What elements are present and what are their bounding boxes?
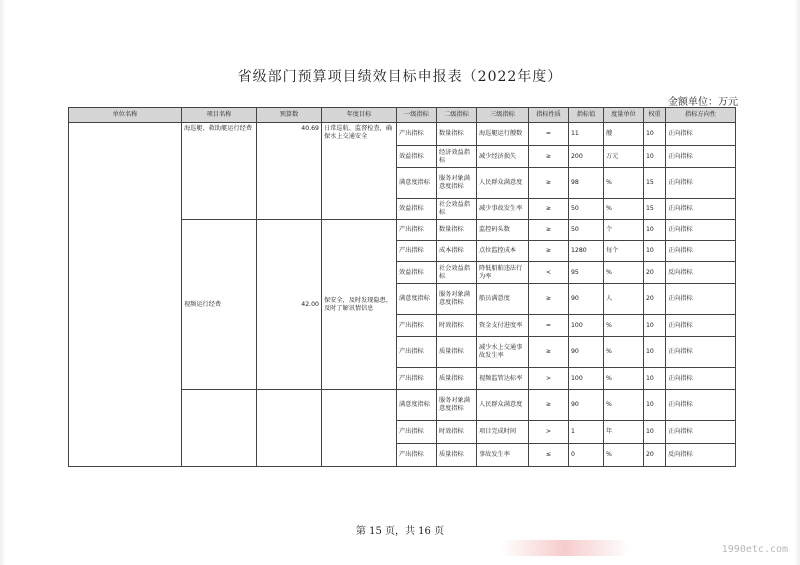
weight-cell: 10 [644,220,666,241]
level1-indicator-cell: 效益指标 [397,262,437,284]
direction-cell: 正向指标 [666,315,736,337]
level3-indicator-cell: 项目完成时间 [477,421,529,444]
weight-cell: 10 [644,421,666,444]
level2-indicator-cell: 服务对象满意度指标 [437,284,477,315]
level2-indicator-cell: 服务对象满意度指标 [437,168,477,199]
level2-indicator-cell: 数量指标 [437,220,477,241]
header-weight: 权重 [644,108,666,123]
indicator-value-cell: 90 [569,284,604,315]
level1-indicator-cell: 产出指标 [397,421,437,444]
budget-cell: 40.69 [257,123,322,220]
budget-cell [257,390,322,467]
direction-cell: 反向指标 [666,444,736,467]
annual-goal-cell: 保安全，及时发现隐患，及时了解讯情信息 [322,220,397,390]
weight-cell: 10 [644,390,666,421]
level1-indicator-cell: 满意度指标 [397,390,437,421]
level3-indicator-cell: 资金支付进度率 [477,315,529,337]
indicator-nature-cell: ≥ [529,337,569,368]
measure-unit-cell: % [604,168,644,199]
indicator-value-cell: 90 [569,337,604,368]
level2-indicator-cell: 社会效益指标 [437,199,477,220]
indicator-value-cell: 1 [569,421,604,444]
measure-unit-cell: 艘 [604,123,644,146]
weight-cell: 15 [644,168,666,199]
indicator-value-cell: 0 [569,444,604,467]
measure-unit-cell: 年 [604,421,644,444]
level1-indicator-cell: 产出指标 [397,368,437,390]
weight-cell: 10 [644,146,666,168]
direction-cell: 正向指标 [666,123,736,146]
direction-cell: 正向指标 [666,421,736,444]
performance-target-table [68,107,736,467]
level1-indicator-cell: 效益指标 [397,199,437,220]
measure-unit-cell: % [604,337,644,368]
level3-indicator-cell: 事故发生率 [477,444,529,467]
indicator-nature-cell: = [529,315,569,337]
level2-indicator-cell: 质量指标 [437,368,477,390]
indicator-value-cell: 50 [569,220,604,241]
weight-cell: 10 [644,123,666,146]
measure-unit-cell: % [604,368,644,390]
weight-cell: 10 [644,315,666,337]
page-number: 第 15 页，共 16 页 [355,526,445,537]
measure-unit-cell: 每个 [604,241,644,262]
table-row [69,123,736,146]
level1-indicator-cell: 满意度指标 [397,284,437,315]
direction-cell: 正向指标 [666,337,736,368]
direction-cell: 反向指标 [666,262,736,284]
level3-indicator-cell: 减少经济损失 [477,146,529,168]
header-direction: 指标方向性 [666,108,736,123]
level1-indicator-cell: 产出指标 [397,337,437,368]
level1-indicator-cell: 产出指标 [397,315,437,337]
weight-cell: 20 [644,262,666,284]
indicator-nature-cell: ≥ [529,284,569,315]
indicator-value-cell: 1280 [569,241,604,262]
level1-indicator-cell: 满意度指标 [397,168,437,199]
indicator-nature-cell: ≥ [529,146,569,168]
indicator-nature-cell: ≥ [529,168,569,199]
header-measure-unit: 度量单位 [604,108,644,123]
header-unit-name: 单位名称 [69,108,182,123]
level1-indicator-cell: 效益指标 [397,146,437,168]
header-indicator-value: 指标值 [569,108,604,123]
direction-cell: 正向指标 [666,284,736,315]
level3-indicator-cell: 人民群众满意度 [477,390,529,421]
weight-cell: 10 [644,368,666,390]
level2-indicator-cell: 数量指标 [437,123,477,146]
measure-unit-cell: % [604,390,644,421]
direction-cell: 正向指标 [666,390,736,421]
weight-cell: 15 [644,199,666,220]
indicator-value-cell: 200 [569,146,604,168]
header-annual-goal: 年度目标 [322,108,397,123]
indicator-nature-cell: ≥ [529,220,569,241]
level3-indicator-cell: 点位监控成本 [477,241,529,262]
level3-indicator-cell: 减少水上交通事故发生率 [477,337,529,368]
weight-cell: 10 [644,241,666,262]
indicator-nature-cell: ≥ [529,241,569,262]
level3-indicator-cell: 降低船舶违法行为率 [477,262,529,284]
indicator-nature-cell: ≥ [529,390,569,421]
level2-indicator-cell: 成本指标 [437,241,477,262]
level2-indicator-cell: 质量指标 [437,444,477,467]
direction-cell: 正向指标 [666,199,736,220]
watermark: 1990etc.com [721,544,788,555]
amount-unit-label: 金额单位：万元 [668,97,738,108]
header-indicator-nature: 指标性质 [529,108,569,123]
indicator-nature-cell: > [529,368,569,390]
indicator-value-cell: 11 [569,123,604,146]
level3-indicator-cell: 船员满意度 [477,284,529,315]
direction-cell: 正向指标 [666,241,736,262]
header-level3-indicator: 三级指标 [477,108,529,123]
unit-name-cell [69,123,182,467]
header-level2-indicator: 二级指标 [437,108,477,123]
annual-goal-cell: 日常巡航、监督检查，确保水上交通安全 [322,123,397,220]
measure-unit-cell: % [604,199,644,220]
level2-indicator-cell: 服务对象满意度指标 [437,390,477,421]
indicator-nature-cell: = [529,123,569,146]
header-budget: 预算数 [257,108,322,123]
measure-unit-cell: 万元 [604,146,644,168]
weight-cell: 10 [644,337,666,368]
level3-indicator-cell: 视频监管达标率 [477,368,529,390]
measure-unit-cell: % [604,262,644,284]
indicator-value-cell: 100 [569,315,604,337]
header-project-name: 项目名称 [182,108,257,123]
level1-indicator-cell: 产出指标 [397,444,437,467]
weight-cell: 20 [644,284,666,315]
level3-indicator-cell: 减少事故发生率 [477,199,529,220]
direction-cell: 正向指标 [666,368,736,390]
indicator-value-cell: 90 [569,390,604,421]
table-body [69,123,736,467]
measure-unit-cell: 个 [604,220,644,241]
budget-cell: 42.00 [257,220,322,390]
direction-cell: 正向指标 [666,146,736,168]
indicator-value-cell: 95 [569,262,604,284]
indicator-value-cell: 50 [569,199,604,220]
level1-indicator-cell: 产出指标 [397,123,437,146]
measure-unit-cell: % [604,315,644,337]
level2-indicator-cell: 时效指标 [437,315,477,337]
indicator-nature-cell: < [529,262,569,284]
level3-indicator-cell: 人民群众满意度 [477,168,529,199]
annual-goal-cell [322,390,397,467]
level1-indicator-cell: 产出指标 [397,220,437,241]
direction-cell: 正向指标 [666,168,736,199]
page-title: 省级部门预算项目绩效目标申报表（2022年度） [237,69,563,85]
level2-indicator-cell: 经济效益指标 [437,146,477,168]
level2-indicator-cell: 质量指标 [437,337,477,368]
project-name-cell: 视频运行经费 [182,220,257,390]
measure-unit-cell: 人 [604,284,644,315]
table-header-row [69,108,736,123]
project-name-cell: 海巡艇、救助艇运行经费 [182,123,257,220]
seal-stamp-mark [500,540,630,556]
level1-indicator-cell: 产出指标 [397,241,437,262]
level2-indicator-cell: 时效指标 [437,421,477,444]
indicator-nature-cell: > [529,421,569,444]
indicator-nature-cell: ≥ [529,199,569,220]
level3-indicator-cell: 监控码头数 [477,220,529,241]
indicator-value-cell: 100 [569,368,604,390]
direction-cell: 正向指标 [666,220,736,241]
level3-indicator-cell: 海巡艇运行艘数 [477,123,529,146]
indicator-value-cell: 98 [569,168,604,199]
weight-cell: 20 [644,444,666,467]
indicator-nature-cell: ≤ [529,444,569,467]
measure-unit-cell: % [604,444,644,467]
project-name-cell [182,390,257,467]
header-level1-indicator: 一级指标 [397,108,437,123]
level2-indicator-cell: 社会效益指标 [437,262,477,284]
